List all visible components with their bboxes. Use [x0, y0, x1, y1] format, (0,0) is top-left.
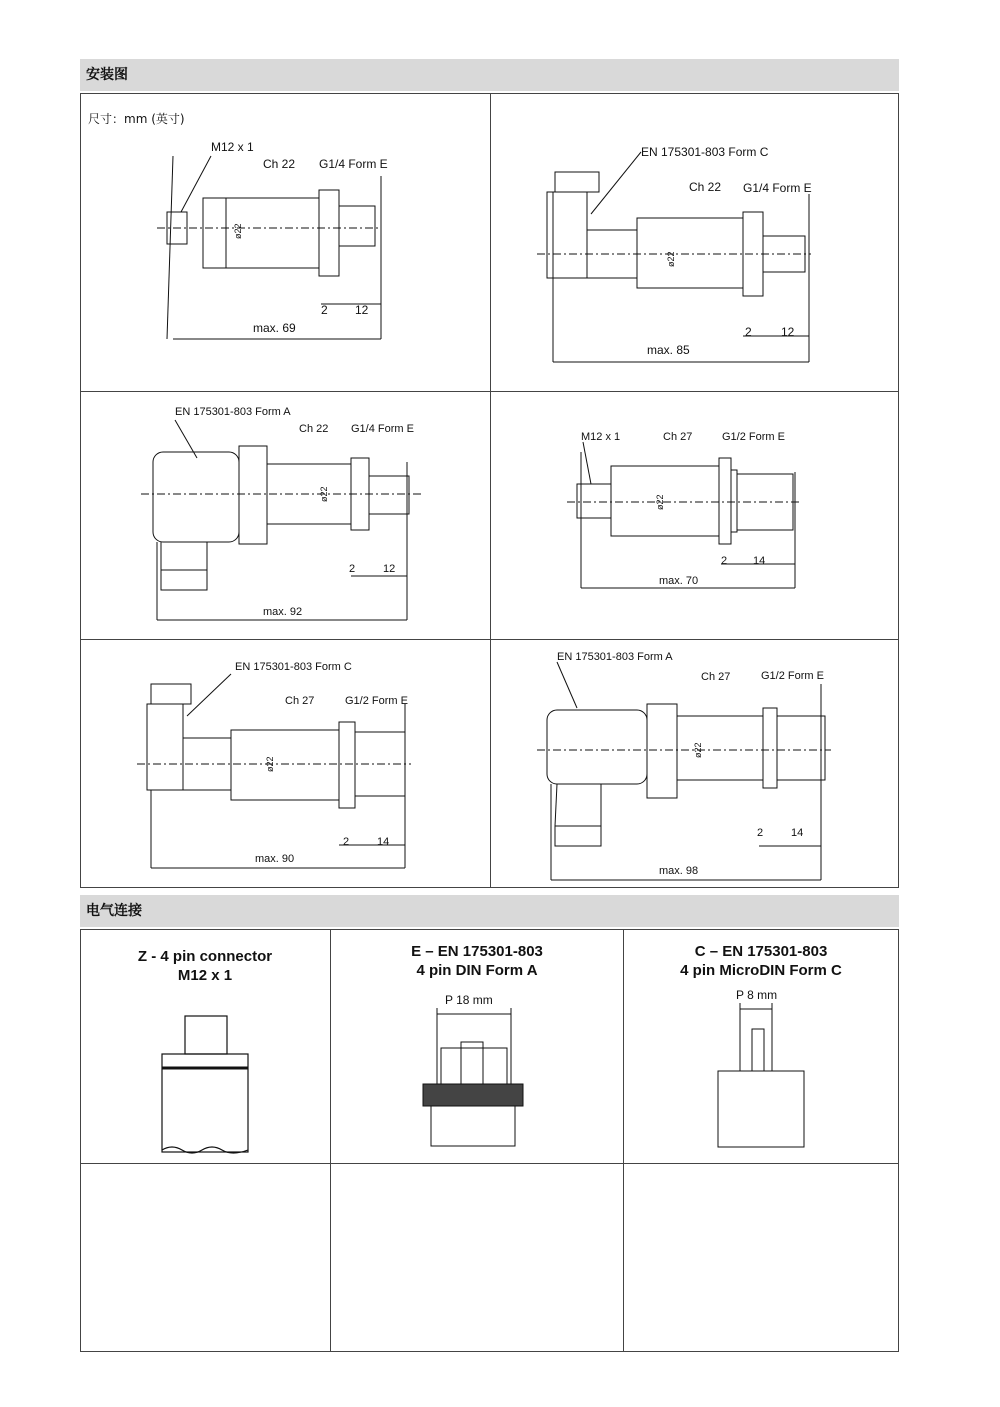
diameter-label: ø22 — [233, 223, 243, 239]
diameter-label: ø22 — [265, 756, 275, 772]
connection-title-line: E – EN 175301-803 — [411, 943, 543, 960]
dim-a: 2 — [757, 827, 764, 839]
max-length: max. 69 — [253, 321, 296, 335]
dim-a: 2 — [721, 555, 728, 567]
section-electrical-title: 电气连接 — [80, 895, 899, 927]
max-length: max. 98 — [659, 865, 699, 877]
hex-label: Ch 22 — [299, 423, 329, 435]
connection-z-title — [82, 947, 328, 985]
drawing-m12-g14 — [81, 94, 489, 390]
thread-label: G1/4 Form E — [319, 157, 388, 171]
max-length: max. 90 — [255, 853, 295, 865]
thread-label: G1/4 Form E — [351, 423, 414, 435]
connection-title-line: 4 pin MicroDIN Form C — [680, 962, 842, 979]
connector-label: EN 175301-803 Form A — [557, 651, 673, 663]
drawing-forma-g12 — [491, 640, 898, 887]
connection-title-line: 4 pin DIN Form A — [416, 962, 538, 979]
connector-label: EN 175301-803 Form C — [641, 145, 769, 159]
hex-label: Ch 27 — [701, 671, 731, 683]
hex-label: Ch 22 — [263, 157, 296, 171]
dim-b: 12 — [383, 563, 396, 575]
thread-label: G1/2 Form E — [722, 431, 785, 443]
dim-b: 12 — [781, 325, 795, 339]
hex-label: Ch 22 — [689, 180, 722, 194]
dim-a: 2 — [745, 325, 752, 339]
connection-title-line: Z - 4 pin connector — [137, 948, 273, 965]
drawing-formc-g12 — [81, 640, 489, 887]
max-length: max. 92 — [263, 606, 303, 618]
dim-b: 14 — [753, 555, 766, 567]
connection-title-line: M12 x 1 — [177, 967, 233, 984]
units-note: 尺寸：mm (英寸) — [88, 112, 185, 126]
grid-divider — [330, 929, 331, 1352]
connector-label: M12 x 1 — [581, 431, 621, 443]
diameter-label: ø22 — [319, 486, 329, 502]
dim-b: 12 — [355, 303, 369, 317]
connection-e-title — [332, 942, 622, 980]
dim-a: 2 — [343, 836, 350, 848]
thread-label: G1/2 Form E — [345, 695, 408, 707]
diameter-label: ø22 — [655, 494, 665, 510]
pitch-label: P 18 mm — [445, 993, 493, 1007]
dim-a: 2 — [349, 563, 356, 575]
grid-divider — [80, 1163, 899, 1164]
drawing-m12-g12 — [491, 392, 898, 638]
hex-label: Ch 27 — [663, 431, 693, 443]
connector-label: M12 x 1 — [211, 140, 254, 154]
grid-divider — [623, 929, 624, 1352]
connector-label: EN 175301-803 Form C — [235, 661, 352, 673]
thread-label: G1/4 Form E — [743, 181, 812, 195]
dim-a: 2 — [321, 303, 328, 317]
dim-b: 14 — [791, 827, 804, 839]
dim-b: 14 — [377, 836, 390, 848]
section-installation-title: 安装图 — [80, 59, 899, 91]
diameter-label: ø22 — [693, 742, 703, 758]
drawing-formc-g14 — [491, 94, 898, 390]
microdin-form-c-drawing — [710, 985, 820, 1155]
m12-connector-drawing — [150, 1010, 260, 1155]
connection-c-title — [625, 942, 897, 980]
max-length: max. 85 — [647, 343, 690, 357]
thread-label: G1/2 Form E — [761, 670, 824, 682]
max-length: max. 70 — [659, 575, 699, 587]
drawing-forma-g14 — [81, 392, 489, 638]
din-form-a-drawing — [415, 990, 535, 1150]
diameter-label: ø22 — [666, 251, 676, 267]
pitch-label: P 8 mm — [736, 988, 778, 1002]
connector-label: EN 175301-803 Form A — [175, 406, 291, 418]
hex-label: Ch 27 — [285, 695, 315, 707]
connection-title-line: C – EN 175301-803 — [694, 943, 828, 960]
